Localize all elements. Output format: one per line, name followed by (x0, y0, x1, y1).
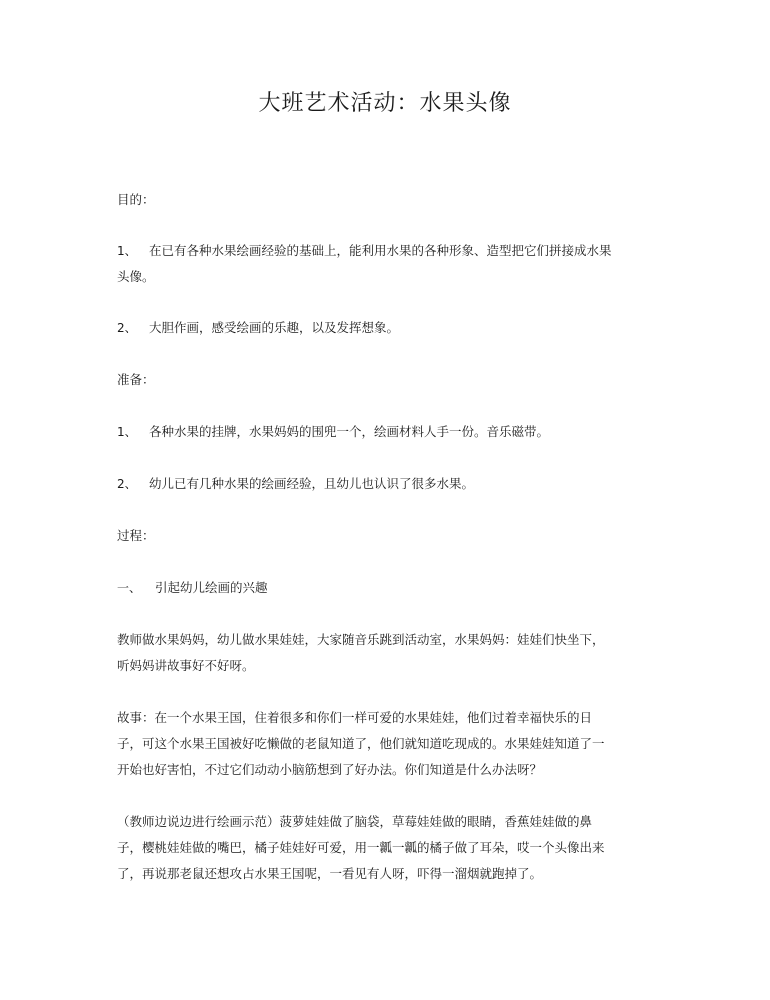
prep-item-2 (117, 471, 657, 497)
purpose-item-1-line1 (117, 238, 657, 264)
paragraph-3 (117, 809, 657, 887)
process-step-1 (117, 575, 657, 601)
process-step-1-text: 引起幼儿绘画的兴趣 (155, 580, 268, 595)
paragraph-1-line1: 教师做水果妈妈，幼儿做水果娃娃，大家随音乐跳到活动室，水果妈妈：娃娃们快坐下， (117, 632, 605, 647)
purpose-item-1 (117, 238, 657, 290)
paragraph-1 (117, 627, 657, 679)
document-title: 大班艺术活动：水果头像 (258, 91, 512, 116)
paragraph-1-line2: 听妈妈讲故事好不好呀。 (117, 658, 255, 673)
process-step-1-number: 一、 (117, 581, 142, 595)
purpose-item-1-line2: 头像。 (117, 269, 155, 284)
purpose-item-2-text: 大胆作画，感受绘画的乐趣，以及发挥想象。 (149, 320, 400, 335)
paragraph-2-line1: 故事：在一个水果王国，住着很多和你们一样可爱的水果娃娃，他们过着幸福快乐的日 (117, 710, 593, 725)
prep-item-2-text: 幼儿已有几种水果的绘画经验，且幼儿也认识了很多水果。 (149, 476, 475, 491)
purpose-item-1-text: 在已有各种水果绘画经验的基础上，能利用水果的各种形象、造型把它们拼接成水果 (149, 243, 612, 258)
paragraph-3-line3: 了，再说那老鼠还想攻占水果王国呢，一看见有人呀，吓得一溜烟就跑掉了。 (117, 866, 543, 881)
process-heading: 过程： (117, 528, 155, 543)
prep-item-1 (117, 419, 657, 445)
purpose-item-2-number: 2、 (117, 321, 137, 335)
purpose-heading: 目的： (117, 192, 155, 207)
purpose-item-2 (117, 315, 657, 341)
prep-item-1-number: 1、 (117, 425, 137, 439)
prep-item-1-text: 各种水果的挂牌，水果妈妈的围兜一个，绘画材料人手一份。音乐磁带。 (149, 424, 550, 439)
purpose-item-1-number: 1、 (117, 244, 137, 258)
paragraph-3-line2: 子，樱桃娃娃做的嘴巴，橘子娃娃好可爱，用一瓤一瓤的橘子做了耳朵，哎一个头像出来 (117, 840, 605, 855)
paragraph-2 (117, 705, 657, 783)
prep-heading: 准备： (117, 372, 155, 387)
prep-item-2-number: 2、 (117, 477, 137, 491)
paragraph-2-line2: 子，可这个水果王国被好吃懒做的老鼠知道了，他们就知道吃现成的。水果娃娃知道了一 (117, 736, 605, 751)
paragraph-2-line3: 开始也好害怕，不过它们动动小脑筋想到了好办法。你们知道是什么办法呀？ (117, 762, 543, 777)
paragraph-3-line1: （教师边说边进行绘画示范）菠萝娃娃做了脑袋，草莓娃娃做的眼睛，香蕉娃娃做的鼻 (117, 814, 593, 829)
